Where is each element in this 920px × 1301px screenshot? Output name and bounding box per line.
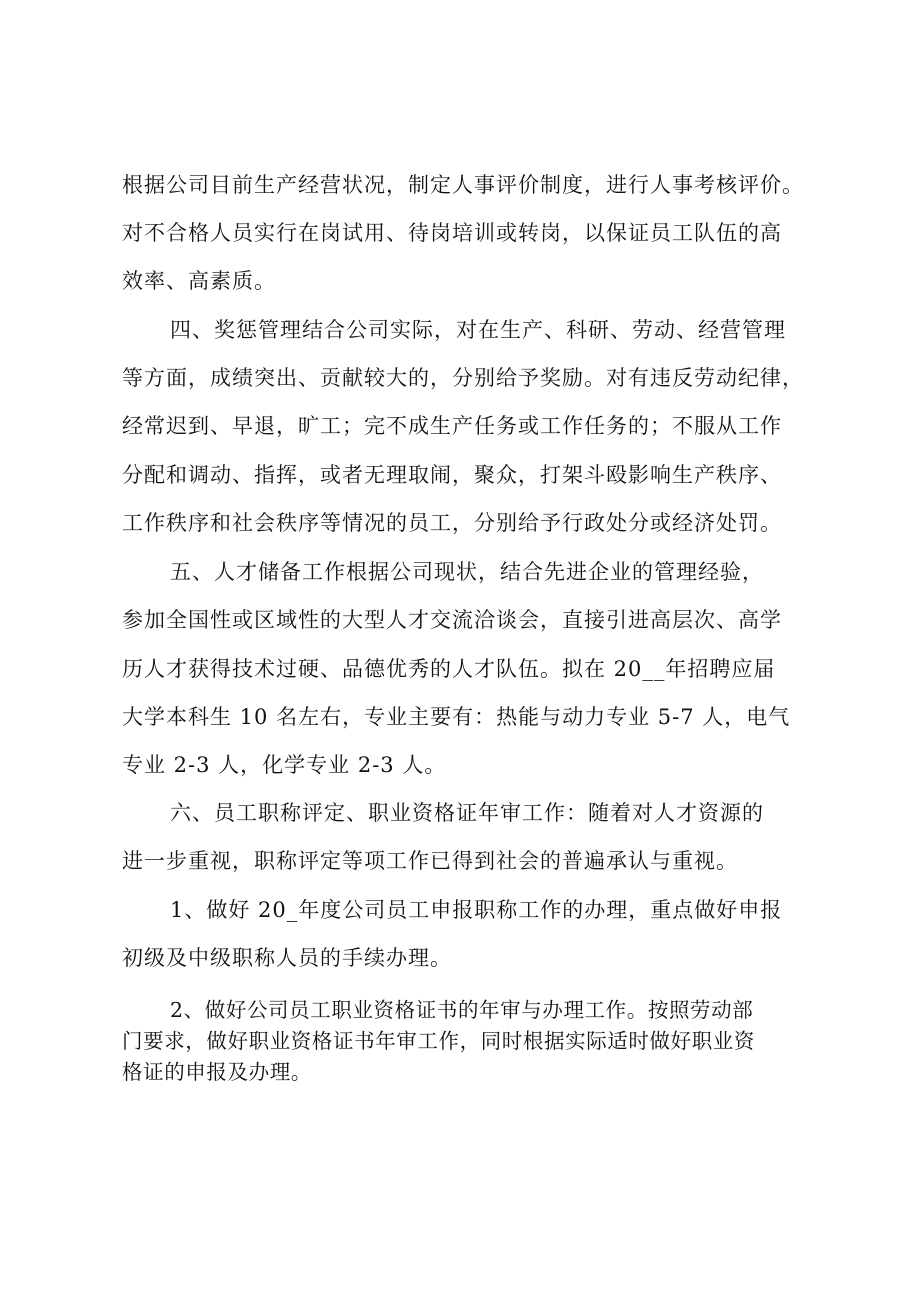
text-line-19: 门要求，做好职业资格证书年审工作，同时根据实际适时做好职业资 [122, 1029, 755, 1053]
text-line-17: 初级及中级职称人员的手续办理。 [122, 946, 452, 970]
text-line-10: 参加全国性或区域性的大型人才交流洽谈会，直接引进高层次、高学 [122, 608, 782, 632]
section-4-heading-line: 四、奖惩管理结合公司实际，对在生产、科研、劳动、经营管理 [170, 318, 786, 342]
item-1-line: 1、做好 20_年度公司员工申报职称工作的办理，重点做好申报 [170, 898, 783, 922]
text-line-13: 专业 2-3 人，化学专业 2-3 人。 [122, 753, 447, 777]
text-line-3: 效率、高素质。 [122, 269, 276, 293]
section-5-heading-line: 五、人才储备工作根据公司现状，结合先进企业的管理经验， [170, 560, 764, 584]
text-line-12: 大学本科生 10 名左右，专业主要有：热能与动力专业 5-7 人，电气 [122, 705, 791, 729]
text-line-20: 格证的申报及办理。 [122, 1060, 312, 1084]
text-line-15: 进一步重视，职称评定等项工作已得到社会的普遍承认与重视。 [122, 849, 738, 873]
section-6-heading-line: 六、员工职称评定、职业资格证年审工作：随着对人才资源的 [170, 801, 764, 825]
text-line-2: 对不合格人员实行在岗试用、待岗培训或转岗，以保证员工队伍的高 [122, 221, 782, 245]
text-line-5: 等方面，成绩突出、贡献较大的，分别给予奖励。对有违反劳动纪律， [122, 366, 804, 390]
text-line-11: 历人才获得技术过硬、品德优秀的人才队伍。拟在 20__年招聘应届 [122, 657, 776, 681]
text-line-8: 工作秩序和社会秩序等情况的员工，分别给予行政处分或经济处罚。 [122, 511, 782, 535]
item-2-line: 2、做好公司员工职业资格证书的年审与办理工作。按照劳动部 [170, 998, 754, 1022]
text-line-7: 分配和调动、指挥，或者无理取闹，聚众，打架斗殴影响生产秩序、 [122, 463, 782, 487]
text-line-1: 根据公司目前生产经营状况，制定人事评价制度，进行人事考核评价。 [122, 173, 804, 197]
text-line-6: 经常迟到、早退，旷工；完不成生产任务或工作任务的；不服从工作 [122, 414, 782, 438]
